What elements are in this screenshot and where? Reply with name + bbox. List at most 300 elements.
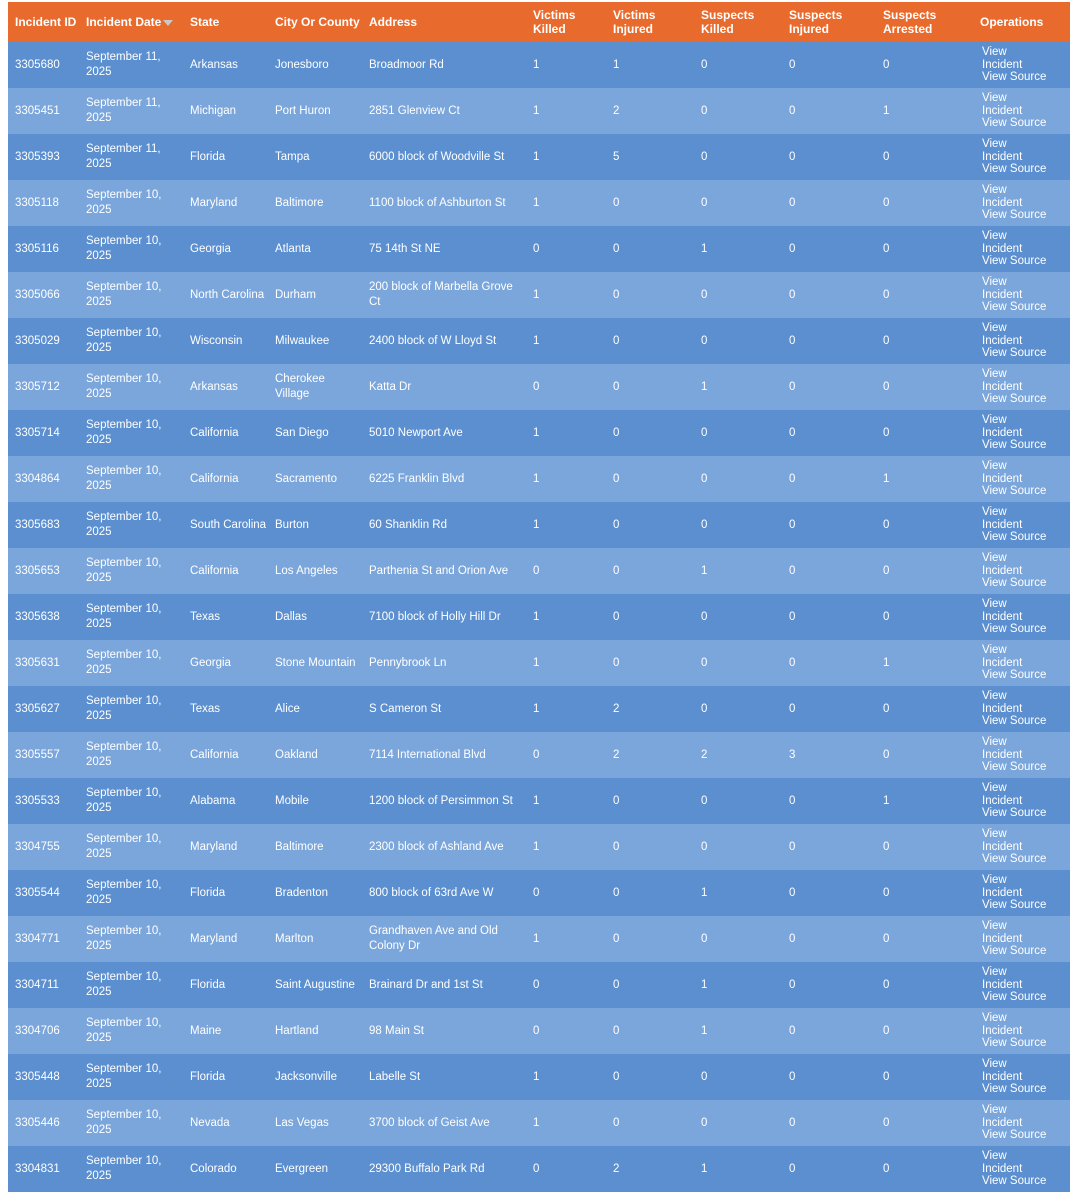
table-row	[8, 870, 1070, 916]
view-incident-link[interactable]: View Incident	[982, 92, 1023, 117]
cell-victims-injured: 0	[613, 1116, 620, 1129]
view-incident-link[interactable]: View Incident	[982, 1104, 1023, 1129]
view-incident-link[interactable]: View Incident	[982, 736, 1023, 761]
cell-victims-killed: 1	[533, 150, 540, 163]
cell-state: Arkansas	[190, 58, 238, 71]
cell-suspects-killed: 1	[701, 1024, 708, 1037]
cell-suspects-injured: 0	[789, 104, 796, 117]
cell-victims-injured: 2	[613, 104, 620, 117]
cell-victims-injured: 0	[613, 886, 620, 899]
header-city-or-county[interactable]: City Or County	[275, 15, 360, 29]
cell-suspects-arrested: 0	[883, 978, 890, 991]
view-incident-link[interactable]: View Incident	[982, 368, 1023, 393]
cell-victims-killed: 1	[533, 794, 540, 807]
header-suspects-killed[interactable]: Suspects Killed	[701, 8, 755, 36]
cell-address: 1200 block of Persimmon St	[369, 794, 513, 807]
cell-state: California	[190, 748, 239, 761]
header-address[interactable]: Address	[369, 15, 418, 29]
cell-suspects-injured: 0	[789, 1024, 796, 1037]
cell-operations	[973, 410, 1070, 456]
cell-victims-injured: 0	[613, 610, 620, 623]
cell-victims-injured: 0	[613, 380, 620, 393]
cell-suspects-arrested: 0	[883, 380, 890, 393]
cell-victims-injured: 5	[613, 150, 620, 163]
header-suspects-injured[interactable]: Suspects Injured	[789, 8, 843, 36]
cell-incident-id: 3305631	[15, 656, 60, 669]
cell-suspects-arrested: 0	[883, 196, 890, 209]
table-row	[8, 1008, 1070, 1054]
table-row	[8, 548, 1070, 594]
view-incident-link[interactable]: View Incident	[982, 460, 1023, 485]
cell-operations	[973, 318, 1070, 364]
table-row	[8, 226, 1070, 272]
cell-operations	[973, 1008, 1070, 1054]
header-suspects-arrested[interactable]: Suspects Arrested	[883, 8, 937, 36]
cell-victims-injured: 0	[613, 518, 620, 531]
cell-suspects-injured: 0	[789, 564, 796, 577]
view-incident-link[interactable]: View Incident	[982, 276, 1023, 301]
cell-suspects-injured: 0	[789, 426, 796, 439]
cell-victims-killed: 0	[533, 242, 540, 255]
cell-suspects-arrested: 0	[883, 748, 890, 761]
cell-incident-id: 3304711	[15, 978, 59, 991]
cell-suspects-killed: 0	[701, 932, 708, 945]
cell-suspects-killed: 0	[701, 840, 708, 853]
cell-suspects-arrested: 0	[883, 886, 890, 899]
cell-address: 200 block of Marbella Grove Ct	[369, 281, 513, 308]
cell-suspects-arrested: 0	[883, 610, 890, 623]
cell-suspects-injured: 0	[789, 1162, 796, 1175]
view-source-link[interactable]: View Source	[982, 1083, 1047, 1096]
table-row	[8, 456, 1070, 502]
cell-incident-id: 3305557	[15, 748, 60, 761]
table-row	[8, 88, 1070, 134]
view-source-link[interactable]: View Source	[982, 715, 1047, 728]
cell-incident-id: 3304864	[15, 472, 60, 485]
cell-suspects-injured: 0	[789, 840, 796, 853]
cell-suspects-arrested: 0	[883, 58, 890, 71]
cell-city-or-county: San Diego	[275, 426, 329, 439]
header-victims-killed[interactable]: Victims Killed	[533, 8, 576, 36]
cell-city-or-county: Durham	[275, 288, 316, 301]
cell-suspects-killed: 2	[701, 748, 708, 761]
cell-city-or-county: Stone Mountain	[275, 656, 356, 669]
cell-state: Maryland	[190, 196, 238, 209]
cell-state: South Carolina	[190, 518, 267, 531]
view-source-link[interactable]: View Source	[982, 347, 1047, 360]
view-incident-link[interactable]: View Incident	[982, 598, 1023, 623]
header-victims-injured[interactable]: Victims Injured	[613, 8, 656, 36]
cell-city-or-county: Bradenton	[275, 886, 329, 899]
cell-suspects-injured: 0	[789, 58, 796, 71]
cell-suspects-injured: 3	[789, 748, 796, 761]
view-incident-link[interactable]: View Incident	[982, 828, 1023, 853]
cell-victims-killed: 1	[533, 58, 540, 71]
view-incident-link[interactable]: View Incident	[982, 322, 1023, 347]
cell-suspects-arrested: 0	[883, 932, 890, 945]
cell-victims-killed: 1	[533, 932, 540, 945]
cell-address: Pennybrook Ln	[369, 656, 447, 669]
cell-incident-id: 3305712	[15, 380, 60, 393]
view-source-link[interactable]: View Source	[982, 255, 1047, 268]
cell-victims-killed: 1	[533, 1116, 540, 1129]
cell-victims-killed: 0	[533, 1162, 540, 1175]
cell-operations	[973, 180, 1070, 226]
cell-suspects-injured: 0	[789, 656, 796, 669]
cell-state: Alabama	[190, 794, 236, 807]
cell-address: 1100 block of Ashburton St	[369, 196, 506, 209]
cell-suspects-arrested: 0	[883, 840, 890, 853]
view-source-link[interactable]: View Source	[982, 945, 1047, 958]
cell-incident-date: September 10, 2025	[86, 1063, 162, 1090]
cell-incident-date: September 10, 2025	[86, 281, 162, 308]
view-source-link[interactable]: View Source	[982, 991, 1047, 1004]
cell-state: Maryland	[190, 932, 238, 945]
view-incident-link[interactable]: View Incident	[982, 644, 1023, 669]
cell-suspects-killed: 0	[701, 794, 708, 807]
view-incident-link[interactable]: View Incident	[982, 1150, 1023, 1175]
cell-city-or-county: Sacramento	[275, 472, 338, 485]
cell-suspects-injured: 0	[789, 196, 796, 209]
cell-suspects-arrested: 1	[883, 472, 890, 485]
cell-address: 2851 Glenview Ct	[369, 104, 460, 117]
cell-city-or-county: Cherokee Village	[275, 373, 325, 400]
view-incident-link[interactable]: View Incident	[982, 966, 1023, 991]
cell-victims-injured: 0	[613, 288, 620, 301]
cell-suspects-arrested: 0	[883, 518, 890, 531]
cell-incident-date: September 10, 2025	[86, 1017, 162, 1044]
cell-suspects-arrested: 0	[883, 1116, 890, 1129]
cell-incident-date: September 10, 2025	[86, 327, 162, 354]
cell-operations	[973, 732, 1070, 778]
cell-address: Grandhaven Ave and Old Colony Dr	[369, 925, 498, 952]
cell-victims-killed: 0	[533, 978, 540, 991]
cell-address: 75 14th St NE	[369, 242, 441, 255]
cell-suspects-killed: 0	[701, 472, 708, 485]
cell-victims-injured: 0	[613, 472, 620, 485]
cell-incident-date: September 10, 2025	[86, 695, 162, 722]
cell-suspects-arrested: 0	[883, 288, 890, 301]
cell-suspects-injured: 0	[789, 932, 796, 945]
cell-victims-killed: 1	[533, 702, 540, 715]
cell-address: 98 Main St	[369, 1024, 424, 1037]
cell-victims-injured: 0	[613, 1070, 620, 1083]
view-incident-link[interactable]: View Incident	[982, 782, 1023, 807]
cell-incident-date: September 10, 2025	[86, 189, 162, 216]
cell-suspects-arrested: 0	[883, 242, 890, 255]
header-incident-date[interactable]: Incident Date	[79, 2, 183, 42]
cell-suspects-killed: 0	[701, 518, 708, 531]
cell-operations	[973, 88, 1070, 134]
cell-address: 7114 International Blvd	[369, 748, 486, 761]
cell-victims-injured: 0	[613, 564, 620, 577]
table-row	[8, 962, 1070, 1008]
cell-operations	[973, 1146, 1070, 1192]
cell-address: 29300 Buffalo Park Rd	[369, 1162, 485, 1175]
cell-incident-date: September 10, 2025	[86, 465, 162, 492]
cell-operations	[973, 870, 1070, 916]
cell-incident-date: September 11, 2025	[86, 97, 161, 124]
view-source-link[interactable]: View Source	[982, 485, 1047, 498]
cell-suspects-killed: 1	[701, 886, 708, 899]
cell-incident-id: 3304771	[15, 932, 60, 945]
cell-state: California	[190, 472, 239, 485]
cell-operations	[973, 962, 1070, 1008]
cell-victims-killed: 0	[533, 564, 540, 577]
view-source-link[interactable]: View Source	[982, 669, 1047, 682]
view-source-link[interactable]: View Source	[982, 761, 1047, 774]
cell-victims-injured: 0	[613, 334, 620, 347]
table-header-row	[8, 2, 1070, 42]
cell-operations	[973, 686, 1070, 732]
cell-incident-id: 3304706	[15, 1024, 60, 1037]
cell-incident-date: September 10, 2025	[86, 373, 162, 400]
cell-operations	[973, 42, 1070, 88]
sort-desc-icon[interactable]	[163, 20, 173, 26]
view-incident-link[interactable]: View Incident	[982, 552, 1023, 577]
cell-operations	[973, 456, 1070, 502]
cell-city-or-county: Mobile	[275, 794, 309, 807]
cell-operations	[973, 824, 1070, 870]
view-source-link[interactable]: View Source	[982, 1175, 1047, 1188]
table-row	[8, 42, 1070, 88]
header-incident-id[interactable]: Incident ID	[15, 15, 77, 29]
table-row	[8, 916, 1070, 962]
view-source-link[interactable]: View Source	[982, 1129, 1047, 1142]
cell-suspects-arrested: 0	[883, 702, 890, 715]
cell-operations	[973, 226, 1070, 272]
cell-victims-killed: 0	[533, 748, 540, 761]
cell-incident-id: 3305714	[15, 426, 60, 439]
view-source-link[interactable]: View Source	[982, 301, 1047, 314]
cell-incident-date: September 10, 2025	[86, 787, 162, 814]
cell-suspects-killed: 0	[701, 104, 708, 117]
view-incident-link[interactable]: View Incident	[982, 506, 1023, 531]
cell-operations	[973, 916, 1070, 962]
cell-city-or-county: Saint Augustine	[275, 978, 355, 991]
table-row	[8, 134, 1070, 180]
view-incident-link[interactable]: View Incident	[982, 874, 1023, 899]
cell-incident-id: 3305029	[15, 334, 60, 347]
table-row	[8, 732, 1070, 778]
cell-state: Maryland	[190, 840, 238, 853]
view-incident-link[interactable]: View Incident	[982, 414, 1023, 439]
table-row	[8, 824, 1070, 870]
cell-operations	[973, 778, 1070, 824]
cell-city-or-county: Tampa	[275, 150, 310, 163]
cell-suspects-killed: 0	[701, 288, 708, 301]
cell-suspects-injured: 0	[789, 334, 796, 347]
cell-state: Maine	[190, 1024, 222, 1037]
cell-state: Colorado	[190, 1162, 237, 1175]
view-incident-link[interactable]: View Incident	[982, 230, 1023, 255]
cell-address: Labelle St	[369, 1070, 421, 1083]
cell-suspects-arrested: 0	[883, 1070, 890, 1083]
cell-city-or-county: Baltimore	[275, 840, 324, 853]
cell-state: Texas	[190, 610, 221, 623]
cell-victims-killed: 1	[533, 656, 540, 669]
cell-victims-killed: 1	[533, 610, 540, 623]
cell-suspects-killed: 1	[701, 978, 708, 991]
incidents-table-container	[8, 2, 1070, 1192]
cell-suspects-injured: 0	[789, 978, 796, 991]
cell-incident-id: 3305448	[15, 1070, 60, 1083]
cell-city-or-county: Jacksonville	[275, 1070, 337, 1083]
cell-incident-id: 3305544	[15, 886, 60, 899]
cell-incident-id: 3305451	[15, 104, 60, 117]
view-incident-link[interactable]: View Incident	[982, 1012, 1023, 1037]
view-source-link[interactable]: View Source	[982, 853, 1047, 866]
cell-city-or-county: Marlton	[275, 932, 314, 945]
cell-state: North Carolina	[190, 288, 265, 301]
view-source-link[interactable]: View Source	[982, 209, 1047, 222]
cell-address: Brainard Dr and 1st St	[369, 978, 483, 991]
cell-victims-killed: 1	[533, 104, 540, 117]
cell-victims-injured: 2	[613, 702, 620, 715]
cell-city-or-county: Evergreen	[275, 1162, 329, 1175]
cell-suspects-arrested: 1	[883, 104, 890, 117]
cell-suspects-injured: 0	[789, 1070, 796, 1083]
table-row	[8, 686, 1070, 732]
cell-incident-id: 3305446	[15, 1116, 60, 1129]
cell-incident-date: September 10, 2025	[86, 833, 162, 860]
cell-incident-id: 3305627	[15, 702, 60, 715]
cell-suspects-killed: 0	[701, 702, 708, 715]
cell-incident-id: 3305683	[15, 518, 60, 531]
view-source-link[interactable]: View Source	[982, 393, 1047, 406]
cell-address: 3700 block of Geist Ave	[369, 1116, 490, 1129]
cell-suspects-killed: 0	[701, 58, 708, 71]
cell-incident-id: 3305680	[15, 58, 60, 71]
cell-city-or-county: Dallas	[275, 610, 307, 623]
cell-city-or-county: Burton	[275, 518, 309, 531]
view-source-link[interactable]: View Source	[982, 1037, 1047, 1050]
view-source-link[interactable]: View Source	[982, 531, 1047, 544]
view-source-link[interactable]: View Source	[982, 899, 1047, 912]
view-source-link[interactable]: View Source	[982, 807, 1047, 820]
view-source-link[interactable]: View Source	[982, 163, 1047, 176]
header-operations: Operations	[980, 15, 1044, 29]
cell-victims-injured: 0	[613, 978, 620, 991]
cell-state: California	[190, 564, 239, 577]
view-source-link[interactable]: View Source	[982, 117, 1047, 130]
incidents-table-body	[8, 42, 1070, 1192]
cell-victims-injured: 2	[613, 1162, 620, 1175]
cell-suspects-arrested: 0	[883, 150, 890, 163]
cell-operations	[973, 1100, 1070, 1146]
cell-victims-killed: 1	[533, 334, 540, 347]
cell-address: 2400 block of W Lloyd St	[369, 334, 497, 347]
header-state[interactable]: State	[190, 15, 220, 29]
incidents-table	[8, 2, 1070, 1192]
cell-state: Texas	[190, 702, 221, 715]
cell-address: 6225 Franklin Blvd	[369, 472, 465, 485]
cell-incident-id: 3305653	[15, 564, 60, 577]
view-incident-link[interactable]: View Incident	[982, 46, 1023, 71]
view-source-link[interactable]: View Source	[982, 623, 1047, 636]
cell-suspects-killed: 0	[701, 426, 708, 439]
cell-suspects-arrested: 0	[883, 334, 890, 347]
view-incident-link[interactable]: View Incident	[982, 184, 1023, 209]
cell-operations	[973, 134, 1070, 180]
cell-city-or-county: Milwaukee	[275, 334, 330, 347]
cell-state: Wisconsin	[190, 334, 243, 347]
cell-suspects-killed: 0	[701, 656, 708, 669]
cell-victims-killed: 1	[533, 840, 540, 853]
cell-suspects-arrested: 1	[883, 656, 890, 669]
cell-city-or-county: Port Huron	[275, 104, 331, 117]
view-source-link[interactable]: View Source	[982, 577, 1047, 590]
cell-city-or-county: Las Vegas	[275, 1116, 329, 1129]
cell-incident-date: September 10, 2025	[86, 971, 162, 998]
cell-suspects-killed: 0	[701, 150, 708, 163]
view-incident-link[interactable]: View Incident	[982, 920, 1023, 945]
cell-incident-id: 3304831	[15, 1162, 60, 1175]
cell-city-or-county: Baltimore	[275, 196, 324, 209]
cell-state: Florida	[190, 150, 226, 163]
view-source-link[interactable]: View Source	[982, 71, 1047, 84]
view-source-link[interactable]: View Source	[982, 439, 1047, 452]
cell-city-or-county: Jonesboro	[275, 58, 329, 71]
cell-state: Michigan	[190, 104, 237, 117]
cell-victims-killed: 1	[533, 472, 540, 485]
cell-state: Georgia	[190, 656, 231, 669]
cell-city-or-county: Oakland	[275, 748, 318, 761]
cell-suspects-injured: 0	[789, 702, 796, 715]
cell-victims-injured: 0	[613, 656, 620, 669]
cell-suspects-injured: 0	[789, 1116, 796, 1129]
cell-incident-date: September 10, 2025	[86, 557, 162, 584]
table-row	[8, 318, 1070, 364]
view-incident-link[interactable]: View Incident	[982, 138, 1023, 163]
cell-incident-date: September 10, 2025	[86, 603, 162, 630]
cell-victims-injured: 0	[613, 242, 620, 255]
cell-victims-injured: 0	[613, 196, 620, 209]
cell-incident-date: September 10, 2025	[86, 235, 162, 262]
cell-suspects-killed: 1	[701, 242, 708, 255]
cell-incident-date: September 10, 2025	[86, 649, 162, 676]
cell-victims-injured: 0	[613, 1024, 620, 1037]
cell-state: Arkansas	[190, 380, 238, 393]
cell-victims-killed: 1	[533, 196, 540, 209]
table-row	[8, 272, 1070, 318]
cell-victims-killed: 1	[533, 288, 540, 301]
cell-suspects-injured: 0	[789, 794, 796, 807]
cell-suspects-injured: 0	[789, 242, 796, 255]
cell-victims-injured: 0	[613, 932, 620, 945]
cell-incident-id: 3305066	[15, 288, 60, 301]
table-row	[8, 364, 1070, 410]
view-incident-link[interactable]: View Incident	[982, 690, 1023, 715]
cell-incident-id: 3305638	[15, 610, 60, 623]
cell-victims-killed: 0	[533, 380, 540, 393]
cell-address: 2300 block of Ashland Ave	[369, 840, 504, 853]
cell-suspects-killed: 1	[701, 1162, 708, 1175]
cell-victims-injured: 0	[613, 794, 620, 807]
cell-suspects-injured: 0	[789, 472, 796, 485]
cell-suspects-killed: 1	[701, 380, 708, 393]
table-row	[8, 410, 1070, 456]
cell-operations	[973, 594, 1070, 640]
cell-victims-injured: 1	[613, 58, 620, 71]
cell-victims-killed: 1	[533, 426, 540, 439]
table-row	[8, 1146, 1070, 1192]
cell-incident-date: September 10, 2025	[86, 879, 162, 906]
cell-victims-killed: 0	[533, 1024, 540, 1037]
cell-victims-injured: 0	[613, 426, 620, 439]
view-incident-link[interactable]: View Incident	[982, 1058, 1023, 1083]
cell-suspects-arrested: 0	[883, 426, 890, 439]
